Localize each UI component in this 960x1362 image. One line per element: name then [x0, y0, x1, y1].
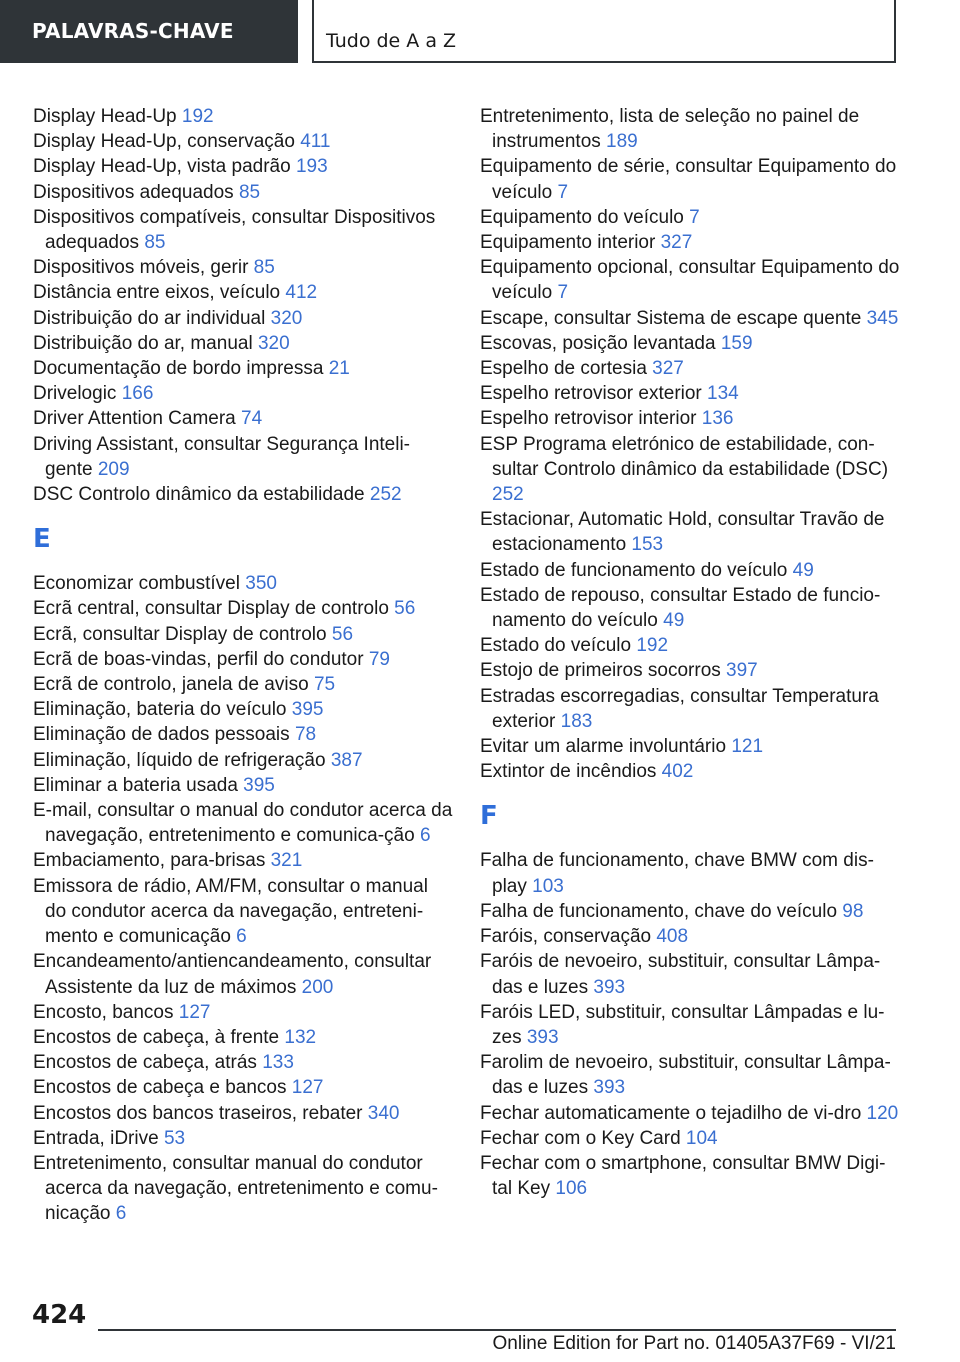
index-entry-term: Espelho retrovisor exterior: [480, 383, 708, 405]
index-entry: [33, 874, 453, 950]
footer-edition: Online Edition for Part no. 01405A37F69 - VI/21: [492, 1333, 896, 1354]
index-entry-term: Fechar com o Key Card: [480, 1127, 686, 1149]
index-entry-term: Documentação de bordo impressa: [33, 358, 329, 380]
index-entry-page-link[interactable]: 104: [685, 1127, 718, 1149]
index-entry-page-link[interactable]: 106: [555, 1178, 588, 1200]
index-entry: [480, 432, 900, 508]
index-entry: [33, 848, 453, 873]
index-entry-page-link[interactable]: 327: [652, 358, 684, 380]
index-entry-term: Distribuição do ar, manual: [33, 332, 258, 354]
index-entry-term: Driving Assistant, consultar Segurança Inteli-gente: [33, 433, 411, 480]
index-entry: [33, 104, 453, 129]
index-entry: [33, 1025, 453, 1050]
index-entry-term: Entretenimento, consultar manual do condutor acerca da navegação, entretenimento e comu-nicação: [33, 1152, 438, 1225]
index-entry-term: Equipamento do veículo: [480, 206, 690, 228]
index-entry-page-link[interactable]: 7: [557, 282, 569, 304]
index-entry: [33, 406, 453, 431]
index-entry-page-link[interactable]: 412: [285, 282, 318, 304]
index-entry-term: Eliminar a bateria usada: [33, 774, 244, 796]
index-letter-heading: E: [33, 524, 51, 555]
index-entry: [33, 949, 453, 999]
index-entry: [480, 1101, 900, 1126]
index-entry: [33, 1000, 453, 1025]
index-entry-term: Encostos de cabeça, à frente: [33, 1026, 285, 1048]
index-entry-term: Faróis LED, substituir, consultar Lâmpadas e lu-zes: [480, 1001, 885, 1048]
index-entry-term: DSC Controlo dinâmico da estabilidade: [33, 484, 370, 506]
index-entry: [33, 722, 453, 747]
index-entry-term: Estado de repouso, consultar Estado de funcio-namento do veículo: [480, 584, 881, 632]
index-entry-term: Estado do veículo: [480, 635, 637, 657]
index-entry-page-link[interactable]: 252: [369, 484, 402, 506]
index-entry: [33, 255, 453, 280]
page-number: 424: [32, 1300, 87, 1330]
index-entry-term: Eliminação, líquido de refrigeração: [33, 749, 331, 771]
index-entry-page-link[interactable]: 6: [115, 1203, 127, 1225]
index-entry-page-link[interactable]: 393: [526, 1026, 559, 1048]
index-entry: [480, 406, 900, 431]
index-entry-term: Escape, consultar Sistema de escape quente: [480, 307, 867, 329]
index-entry: [33, 432, 453, 482]
index-column-left: [33, 104, 453, 1227]
index-entry-term: Ecrã de boas-vindas, perfil do condutor: [33, 648, 369, 670]
index-entry: [33, 280, 453, 305]
index-entry: [480, 1050, 900, 1100]
index-entry-term: Embaciamento, para-brisas: [33, 850, 271, 872]
index-entry-page-link[interactable]: 340: [367, 1102, 400, 1124]
index-entry-term: Dispositivos compatíveis, consultar Dispositivos adequados: [33, 206, 436, 254]
index-entry-term: Display Head-Up: [33, 106, 182, 127]
index-entry: [480, 507, 900, 557]
index-entry-term: Ecrã central, consultar Display de controlo: [33, 598, 395, 620]
index-entry: [480, 255, 900, 305]
index-entry-page-link[interactable]: 387: [330, 749, 363, 771]
index-entry-page-link[interactable]: 402: [661, 761, 694, 783]
index-entry-term: Emissora de rádio, AM/FM, consultar o manual do condutor acerca da navegação, entreteni-mento e comunicação: [33, 875, 428, 948]
index-entry-page-link[interactable]: 159: [720, 332, 753, 354]
index-entry-page-link[interactable]: 98: [842, 900, 864, 922]
index-entry-term: Encosto, bancos: [33, 1001, 179, 1023]
index-entry-term: Equipamento de série, consultar Equipamento do veículo: [480, 156, 897, 203]
index-entry-page-link[interactable]: 6: [236, 926, 247, 948]
index-entry-term: Fechar automaticamente o tejadilho de vi-dro: [480, 1102, 867, 1124]
index-entry-term: Equipamento opcional, consultar Equipamento do veículo: [480, 257, 900, 304]
index-entry-page-link[interactable]: 166: [121, 383, 154, 405]
index-entry: [33, 154, 453, 179]
index-entry-page-link[interactable]: 395: [243, 774, 275, 796]
index-entry-term: Display Head-Up, conservação: [33, 131, 301, 153]
index-entry: [33, 596, 453, 621]
index-entry-term: Estado de funcionamento do veículo: [480, 559, 793, 581]
index-entry-term: Falha de funcionamento, chave BMW com dis-play: [480, 850, 874, 897]
index-entry: [480, 306, 900, 331]
index-entry: [33, 773, 453, 798]
index-entry-page-link[interactable]: 321: [270, 850, 303, 872]
index-entry-term: Faróis, conservação: [480, 926, 657, 948]
index-entry-page-link[interactable]: 397: [726, 660, 758, 682]
index-entry-page-link[interactable]: 134: [707, 383, 739, 405]
index-entry-page-link[interactable]: 49: [663, 610, 685, 632]
index-entry-page-link[interactable]: 75: [313, 674, 336, 696]
index-entry: [33, 331, 453, 356]
index-entry-page-link[interactable]: 200: [301, 976, 334, 998]
index-entry: [33, 647, 453, 672]
index-entry: [480, 684, 900, 734]
index-entry: [480, 658, 900, 683]
index-entry-page-link[interactable]: 85: [144, 232, 166, 254]
index-entry-page-link[interactable]: 56: [331, 623, 354, 645]
index-entry-page-link[interactable]: 393: [593, 1077, 626, 1099]
index-entry: [480, 949, 900, 999]
index-entry-term: Eliminação de dados pessoais: [33, 724, 295, 746]
index-entry-term: Espelho retrovisor interior: [480, 408, 702, 430]
index-entry: [480, 899, 900, 924]
index-entry: [33, 180, 453, 205]
index-entry-page-link[interactable]: 7: [689, 206, 700, 228]
index-entry-term: Encandeamento/antiencandeamento, consultar Assistente da luz de máximos: [33, 951, 432, 998]
index-entry-page-link[interactable]: 153: [631, 534, 664, 556]
index-entry-term: ESP Programa eletrónico de estabilidade, con-sultar Controlo dinâmico da estabilidade (DSC): [480, 433, 889, 480]
index-entry-page-link[interactable]: 53: [163, 1127, 186, 1149]
index-entry-page-link[interactable]: 121: [731, 736, 764, 758]
index-entry-term: Entretenimento, lista de seleção no painel de instrumentos: [480, 106, 860, 153]
index-entry: [480, 1151, 900, 1201]
index-entry-term: Driver Attention Camera: [33, 408, 242, 430]
index-entry-term: Farolim de nevoeiro, substituir, consultar Lâmpa-das e luzes: [480, 1052, 891, 1099]
index-entry: [33, 129, 453, 154]
index-entry-term: Economizar combustível: [33, 573, 246, 595]
index-entry: [480, 381, 900, 406]
index-entry: [33, 1126, 453, 1151]
index-entry: [480, 154, 900, 204]
index-entry-term: Encostos de cabeça e bancos: [33, 1077, 292, 1099]
index-entry-term: Estradas escorregadias, consultar Temperatura exterior: [480, 685, 879, 732]
index-entry-term: Espelho de cortesia: [480, 358, 653, 380]
index-entry-page-link[interactable]: 74: [241, 408, 263, 430]
index-entry: [480, 1000, 900, 1050]
index-entry: [33, 672, 453, 697]
index-entry: [33, 697, 453, 722]
index-entry-page-link[interactable]: 252: [492, 484, 524, 506]
index-entry-page-link[interactable]: 6: [419, 825, 431, 847]
index-entry: [480, 331, 900, 356]
index-entry-term: Distância entre eixos, veículo: [33, 282, 286, 304]
index-entry-term: Eliminação, bateria do veículo: [33, 699, 292, 721]
index-entry-term: Estojo de primeiros socorros: [480, 660, 727, 682]
index-entry-page-link[interactable]: 56: [394, 598, 416, 620]
index-entry-page-link[interactable]: 103: [532, 875, 564, 897]
index-entry-term: Ecrã, consultar Display de controlo: [33, 623, 332, 645]
index-entry: [33, 356, 453, 381]
index-entry: [33, 381, 453, 406]
index-entry-page-link[interactable]: 79: [368, 648, 390, 670]
section-tab: PALAVRAS-CHAVE: [0, 0, 298, 63]
index-entry: [480, 759, 900, 784]
index-entry-page-link[interactable]: 192: [636, 635, 669, 657]
index-entry-term: Entrada, iDrive: [33, 1127, 164, 1149]
index-entry-page-link[interactable]: 345: [866, 307, 899, 329]
index-entry-term: Encostos dos bancos traseiros, rebater: [33, 1102, 368, 1124]
index-entry-term: Escovas, posição levantada: [480, 332, 721, 354]
index-entry-term: Display Head-Up, vista padrão: [33, 156, 296, 178]
page-title: Tudo de A a Z: [326, 30, 457, 52]
index-entry: [33, 748, 453, 773]
index-entry: [480, 924, 900, 949]
index-entry: [33, 205, 453, 255]
index-entry: [480, 633, 900, 658]
index-entry-page-link[interactable]: 127: [178, 1001, 211, 1023]
index-entry-page-link[interactable]: 78: [294, 724, 317, 746]
index-entry-page-link[interactable]: 327: [660, 232, 693, 254]
index-entry-page-link[interactable]: 132: [284, 1026, 317, 1048]
index-entry-term: Evitar um alarme involuntário: [480, 736, 732, 758]
index-entry: [33, 571, 453, 596]
index-entry: [480, 583, 900, 633]
index-entry: [33, 1101, 453, 1126]
index-entry-page-link[interactable]: 411: [300, 131, 331, 153]
index-entry-term: Equipamento interior: [480, 232, 661, 254]
index-letter-heading: F: [480, 801, 498, 832]
index-entry-term: Distribuição do ar individual: [33, 307, 271, 329]
index-entry-term: Drivelogic: [33, 383, 122, 405]
index-entry-term: Dispositivos móveis, gerir: [33, 257, 254, 279]
index-entry-page-link[interactable]: 350: [245, 573, 277, 595]
index-entry-page-link[interactable]: 133: [262, 1052, 294, 1074]
index-entry-page-link[interactable]: 7: [557, 181, 569, 203]
index-entry-page-link[interactable]: 320: [270, 307, 303, 329]
index-entry-page-link[interactable]: 183: [560, 710, 593, 732]
index-entry-term: Fechar com o smartphone, consultar BMW Digi-tal Key: [480, 1152, 886, 1200]
index-entry-page-link[interactable]: 192: [181, 106, 214, 127]
index-entry-page-link[interactable]: 408: [656, 926, 689, 948]
index-entry-page-link[interactable]: 189: [606, 131, 638, 153]
footer-rule: [98, 1329, 896, 1331]
index-entry: [33, 1050, 453, 1075]
index-entry: [33, 622, 453, 647]
index-entry-term: Dispositivos adequados: [33, 181, 239, 203]
index-entry: [480, 104, 900, 154]
index-entry: [480, 205, 900, 230]
index-entry: [480, 1126, 900, 1151]
index-entry: [480, 230, 900, 255]
index-entry-page-link[interactable]: 85: [253, 257, 275, 279]
index-entry: [480, 558, 900, 583]
index-entry-page-link[interactable]: 136: [701, 408, 734, 430]
index-entry: [33, 1151, 453, 1227]
index-entry-page-link[interactable]: 209: [97, 458, 130, 480]
index-entry-term: E-mail, consultar o manual do condutor acerca da navegação, entretenimento e comunica-ção: [33, 800, 453, 847]
index-entry-term: Falha de funcionamento, chave do veículo: [480, 900, 843, 922]
index-entry-page-link[interactable]: 120: [866, 1102, 899, 1124]
index-entry: [480, 734, 900, 759]
index-entry-term: Estacionar, Automatic Hold, consultar Travão de estacionamento: [480, 509, 885, 556]
index-entry: [480, 356, 900, 381]
index-entry: [33, 306, 453, 331]
index-entry-page-link[interactable]: 49: [792, 559, 814, 581]
index-entry: [480, 848, 900, 898]
index-entry-page-link[interactable]: 393: [593, 976, 626, 998]
index-entry-term: Extintor de incêndios: [480, 761, 662, 783]
index-entry-page-link[interactable]: 85: [238, 181, 261, 203]
index-entry-page-link[interactable]: 193: [295, 156, 328, 178]
index-entry-page-link[interactable]: 395: [291, 699, 324, 721]
index-entry: [33, 1075, 453, 1100]
index-entry-term: Faróis de nevoeiro, substituir, consultar Lâmpa-das e luzes: [480, 951, 881, 998]
index-entry-page-link[interactable]: 21: [328, 358, 350, 380]
index-entry: [33, 482, 453, 507]
index-entry: [33, 798, 453, 848]
index-entry-term: Ecrã de controlo, janela de aviso: [33, 674, 314, 696]
index-column-right: [480, 104, 900, 1201]
index-entry-page-link[interactable]: 320: [257, 332, 290, 354]
index-entry-term: Encostos de cabeça, atrás: [33, 1052, 263, 1074]
index-entry-page-link[interactable]: 127: [291, 1077, 324, 1099]
